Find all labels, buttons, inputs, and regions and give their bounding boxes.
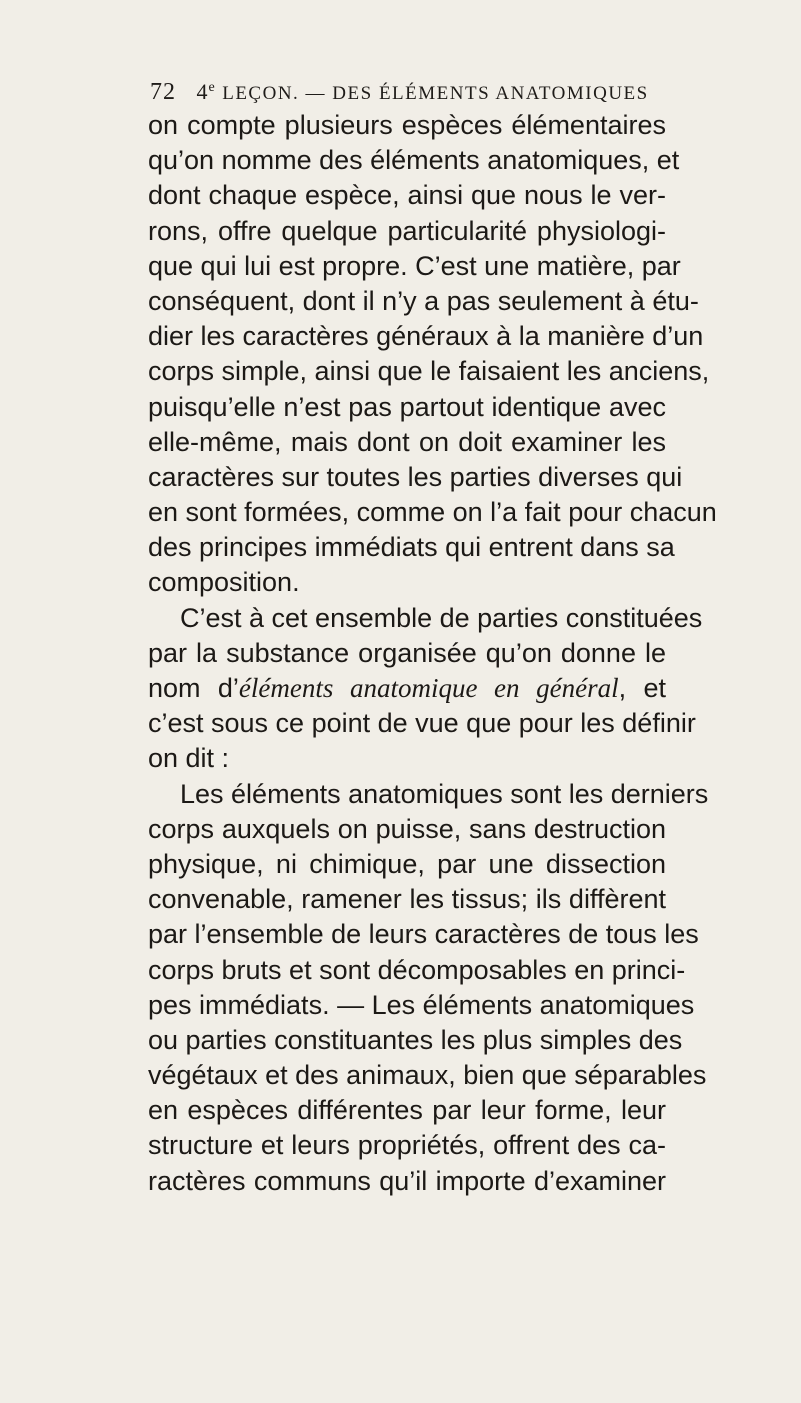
text-line: qu’on nomme des éléments anatomiques, et [148,145,680,176]
text-line: en sont formées, comme on l’a fait pour chacun [148,497,717,528]
text-line: puisqu’elle n’est pas partout identique avec [148,391,666,422]
text-line: corps auxquels on puisse, sans destruction [148,813,666,844]
text-line: Les éléments anatomiques sont les derniers [180,778,709,809]
text-line: on compte plusieurs espèces élémentaires [148,110,666,140]
text-line: dont chaque espèce, ainsi que nous le ver- [148,180,666,211]
text-line: par l’ensemble de leurs caractères de tous les [148,919,699,950]
text-line: corps simple, ainsi que le faisaient les anciens, [148,356,710,387]
text-line: corps bruts et sont décomposables en princi- [148,954,686,985]
text-line: on dit : [148,743,230,774]
text-line: rons, offre quelque particularité physiologi- [148,215,666,246]
body-text [148,108,717,1199]
italic-term: éléments anatomique en général [238,673,619,703]
text-line: des principes immédiats qui entrent dans sa [148,532,675,563]
text-line: par la substance organisée qu’on donne le [148,637,666,668]
running-header [150,79,690,106]
text-line: pes immédiats. — Les éléments anatomiques [148,989,695,1020]
lesson-number: 4e [196,79,216,104]
text-line: dier les caractères généraux à la manière d’un [148,321,704,352]
text-line: végétaux et des animaux, bien que séparables [148,1060,707,1091]
text-line: caractères sur toutes les parties diverses qui [148,461,683,492]
text-line: nom d’éléments anatomique en général, et [148,673,666,703]
page-number: 72 [150,79,176,105]
text-line: convenable, ramener les tissus; ils diffèrent [148,884,666,915]
text-line: C’est à cet ensemble de parties constituées [180,602,703,633]
text-line: c’est sous ce point de vue que pour les définir [148,708,696,739]
text-line: composition. [148,567,300,598]
text-line: ractères communs qu’il importe d’examiner [148,1165,666,1196]
text-line: en espèces différentes par leur forme, leur [148,1095,666,1126]
text-line: structure et leurs propriétés, offrent des ca- [148,1130,666,1161]
text-line: conséquent, dont il n’y a pas seulement à étu- [148,285,699,316]
text-line: ou parties constituantes les plus simples des [148,1024,683,1055]
header-title: LEÇON. — DES ÉLÉMENTS ANATOMIQUES [222,83,649,104]
text-line: que qui lui est propre. C’est une matière, par [148,250,681,281]
text-line: physique, ni chimique, par une dissection [148,848,666,879]
text-line: elle-même, mais dont on doit examiner les [148,426,666,457]
